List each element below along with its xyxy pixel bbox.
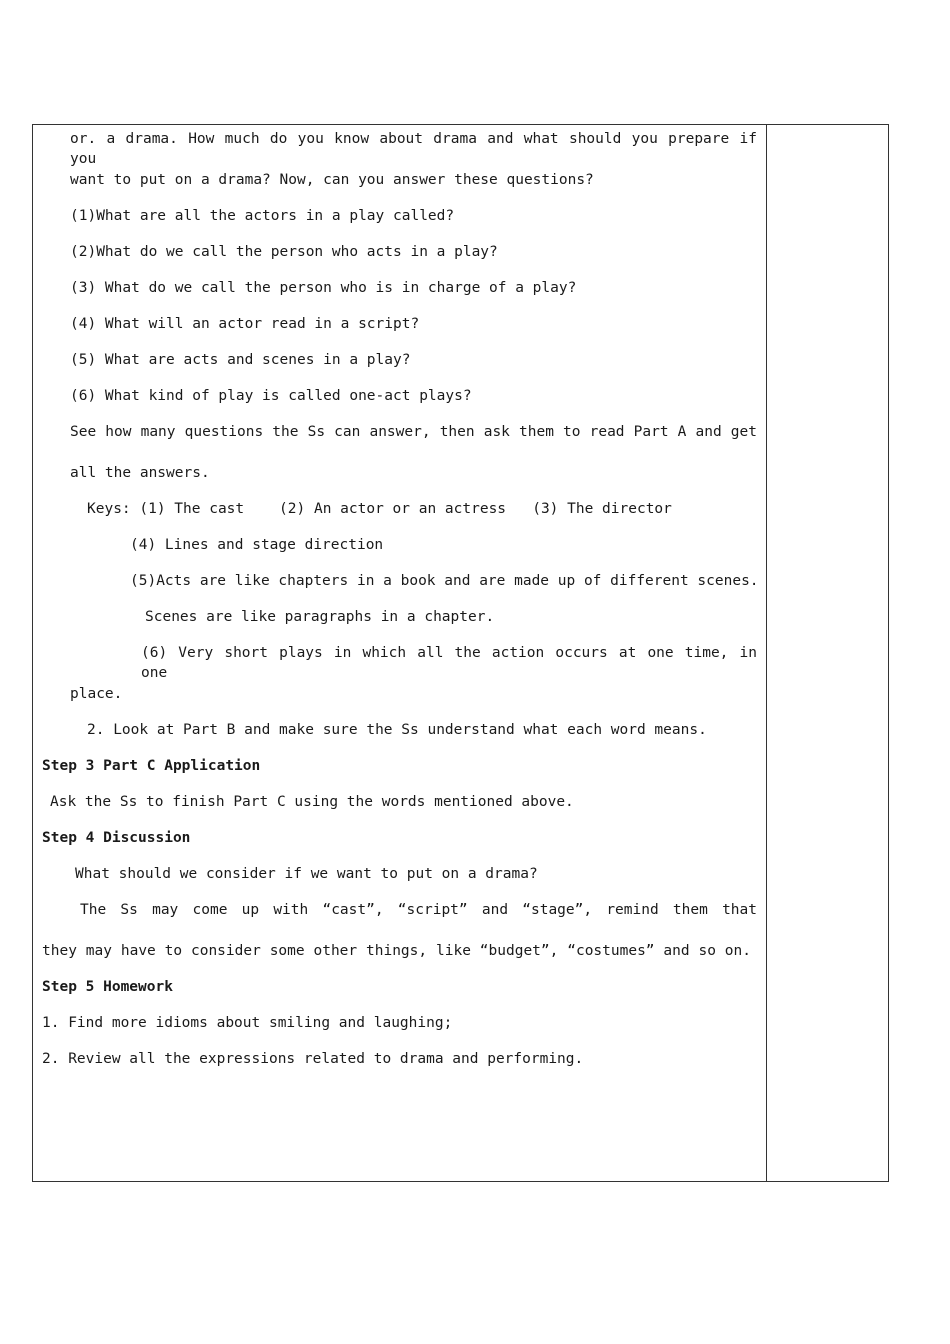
homework-2: 2. Review all the expressions related to drama and performing. xyxy=(42,1051,584,1067)
step-4-heading: Step 4 Discussion xyxy=(42,830,191,846)
intro-line-1: or. a drama. How much do you know about drama and what should you prepare if you xyxy=(70,131,757,167)
key-6-continued: place. xyxy=(70,686,123,702)
instruction-line-2: all the answers. xyxy=(70,465,210,481)
homework-1: 1. Find more idioms about smiling and laughing; xyxy=(42,1015,453,1031)
question-3: (3) What do we call the person who is in charge of a play? xyxy=(70,280,577,296)
question-6: (6) What kind of play is called one-act plays? xyxy=(70,388,472,404)
instruction-line-1: See how many questions the Ss can answer, then ask them to read Part A and get xyxy=(70,424,757,440)
discussion-question: What should we consider if we want to put on a drama? xyxy=(75,866,538,882)
key-6: (6) Very short plays in which all the action occurs at one time, in one xyxy=(141,645,757,681)
lesson-table xyxy=(32,124,889,1182)
keys-line: Keys: (1) The cast (2) An actor or an actress (3) The director xyxy=(87,501,672,517)
step-3-text: Ask the Ss to finish Part C using the words mentioned above. xyxy=(50,794,574,810)
discussion-line-2: they may have to consider some other things, like “budget”, “costumes” and so on. xyxy=(42,943,751,959)
part-b-instruction: 2. Look at Part B and make sure the Ss understand what each word means. xyxy=(87,722,707,738)
question-1: (1)What are all the actors in a play called? xyxy=(70,208,455,224)
question-5: (5) What are acts and scenes in a play? xyxy=(70,352,411,368)
key-5-continued: Scenes are like paragraphs in a chapter. xyxy=(145,609,495,625)
key-4: (4) Lines and stage direction xyxy=(130,537,384,553)
question-4: (4) What will an actor read in a script? xyxy=(70,316,420,332)
discussion-line-1: The Ss may come up with “cast”, “script” and “stage”, remind them that xyxy=(80,902,757,918)
notes-column xyxy=(767,125,888,1181)
step-5-heading: Step 5 Homework xyxy=(42,979,173,995)
intro-line-2: want to put on a drama? Now, can you answer these questions? xyxy=(70,172,594,188)
step-3-heading: Step 3 Part C Application xyxy=(42,758,261,774)
question-2: (2)What do we call the person who acts in a play? xyxy=(70,244,498,260)
key-5: (5)Acts are like chapters in a book and are made up of different scenes. xyxy=(130,573,759,589)
